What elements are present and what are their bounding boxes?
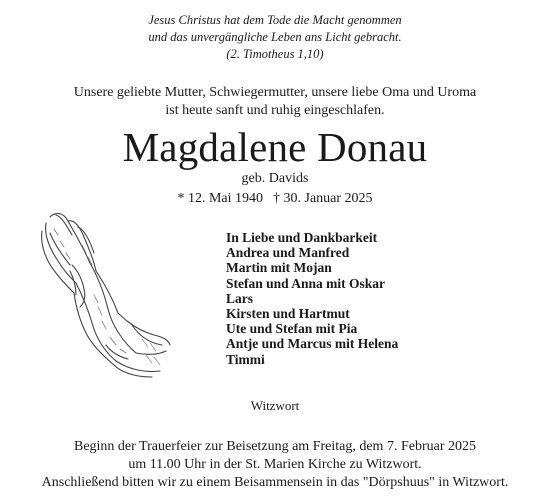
mourners-dedication: In Liebe und Dankbarkeit: [226, 230, 378, 245]
list-item: Stefan und Anna mit Oskar: [226, 275, 386, 291]
intro-line-2: ist heute sanft und ruhig eingeschlafen.: [165, 103, 385, 118]
ceremony-line-2: um 11.00 Uhr in der St. Marien Kirche zu Witzwort.: [128, 457, 422, 472]
bible-verse: [0, 12, 550, 63]
list-item: Kirsten und Hartmut: [226, 306, 350, 322]
place-name: Witzwort: [250, 398, 300, 413]
praying-hands-icon: [32, 205, 172, 380]
list-item: Martin mit Mojan: [226, 260, 332, 276]
mourners-list: [226, 230, 398, 367]
deceased-name: Magdalene Donau: [122, 124, 428, 170]
list-item: Antje und Marcus mit Helena: [226, 336, 399, 352]
death-date: † 30. Januar 2025: [273, 191, 373, 206]
ceremony-line-1: Beginn der Trauerfeier zur Beisetzung am Freitag, dem 7. Februar 2025: [73, 439, 476, 454]
list-item: Andrea und Manfred: [226, 245, 350, 261]
list-item: Timmi: [226, 351, 265, 367]
list-item: Ute und Stefan mit Pia: [226, 321, 358, 337]
maiden-name: geb. Davids: [241, 171, 309, 186]
verse-reference: (2. Timotheus 1,10): [226, 47, 324, 61]
intro-text: [0, 84, 550, 120]
ceremony-info: [0, 438, 550, 474]
verse-line-2: und das unvergängliche Leben ans Licht gebracht.: [148, 30, 402, 44]
birth-date: * 12. Mai 1940: [177, 191, 263, 206]
verse-line-1: Jesus Christus hat dem Tode die Macht genommen: [148, 13, 402, 27]
list-item: Lars: [226, 290, 253, 306]
reception-info: Anschließend bitten wir zu einem Beisammensein in das "Dörpshuus" in Witzwort.: [41, 475, 509, 490]
intro-line-1: Unsere geliebte Mutter, Schwiegermutter, unsere liebe Oma und Uroma: [73, 85, 477, 100]
